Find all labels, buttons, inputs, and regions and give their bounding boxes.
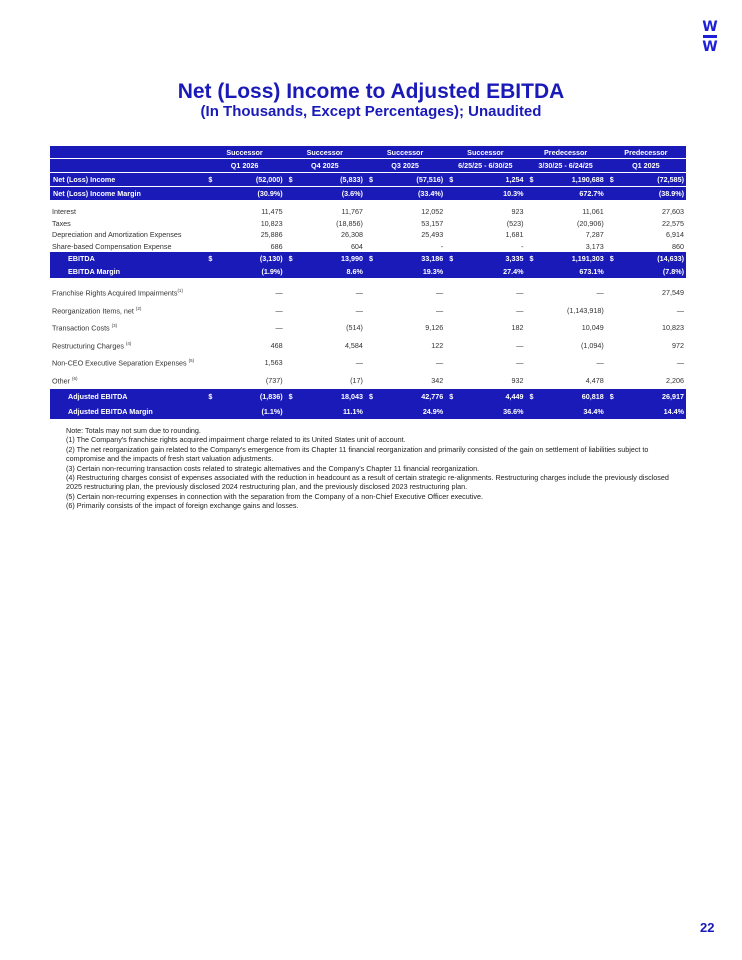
table-cell: 10,049	[581, 323, 604, 333]
table-cell: 1,191,303	[536, 252, 606, 265]
table-cell: 10,823	[260, 218, 283, 228]
table-cell: —	[436, 288, 444, 298]
period-label-header: Q4 2025	[285, 159, 365, 173]
taxes-row	[50, 218, 686, 230]
table-cell: 22,575	[662, 218, 684, 228]
table-cell: (72,585)	[616, 173, 686, 187]
footnote-ref: (6)	[71, 375, 78, 381]
table-cell: (1,094)	[580, 340, 604, 350]
table-cell: 7,287	[585, 230, 604, 240]
table-cell: 26,917	[616, 389, 686, 404]
table-cell: 122	[431, 340, 444, 350]
currency-symbol: $	[445, 252, 455, 265]
footnote: (2) The net reorganization gain related to the Company's emergence from its Chapter 11 financial reorganization and primarily consisted of the gain on settlement of liabilities subject to compromise and the impacts of fresh start valuation adjustments.	[66, 444, 649, 464]
table-cell: 19.3%	[375, 265, 445, 278]
table-cell: 604	[350, 241, 363, 251]
table-cell: 8.6%	[295, 265, 365, 278]
net-income-margin-row	[50, 187, 686, 201]
table-cell: 26,308	[340, 230, 363, 240]
period-label-header: 3/30/25 - 6/24/25	[525, 159, 605, 173]
table-cell: 672.7%	[536, 187, 606, 201]
table-cell: 932	[511, 375, 524, 385]
currency-symbol: $	[285, 173, 295, 187]
table-cell: (1,836)	[215, 389, 285, 404]
table-cell: —	[596, 288, 604, 298]
table-cell: (33.4%)	[375, 187, 445, 201]
header-blank	[50, 159, 204, 173]
table-cell: 11,475	[261, 207, 283, 217]
footnote-ref: (1)	[177, 288, 183, 294]
row-label: Net (Loss) Income Margin	[50, 187, 204, 201]
currency-symbol: $	[204, 252, 214, 265]
table-cell: (737)	[265, 375, 283, 385]
period-label-header: Q3 2025	[365, 159, 445, 173]
table-cell: 182	[511, 323, 524, 333]
table-cell: 3,173	[585, 241, 604, 251]
table-cell: 25,493	[421, 230, 444, 240]
table-cell: (3,130)	[215, 252, 285, 265]
currency-symbol: $	[204, 173, 214, 187]
table-cell: 2,206	[666, 375, 684, 385]
table-cell: 11,767	[341, 207, 363, 217]
da-row	[50, 229, 686, 241]
table-cell: 11.1%	[295, 404, 365, 419]
table-cell: —	[676, 358, 684, 368]
table-cell: —	[436, 358, 444, 368]
table-cell: —	[516, 340, 524, 350]
table-cell: (18,856)	[336, 218, 363, 228]
row-label: Restructuring Charges $^{(4)}$	[52, 340, 132, 350]
currency-symbol: $	[285, 252, 295, 265]
period-label-header: 6/25/25 - 6/30/25	[445, 159, 525, 173]
table-cell: 60,818	[536, 389, 606, 404]
currency-symbol: $	[525, 252, 535, 265]
table-cell: 468	[270, 340, 283, 350]
table-cell: 342	[431, 375, 444, 385]
page-title: Net (Loss) Income to Adjusted EBITDA	[177, 80, 565, 103]
table-cell: —	[436, 305, 444, 315]
table-cell: (7.8%)	[616, 265, 686, 278]
table-cell: 27,549	[662, 288, 684, 298]
row-label: Transaction Costs $^{(3)}$	[52, 323, 118, 333]
table-cell: —	[355, 305, 363, 315]
row-label: Franchise Rights Acquired Impairments$^{(1)}$	[52, 288, 183, 298]
header-blank	[50, 146, 204, 159]
table-cell: 4,449	[455, 389, 525, 404]
footnotes	[66, 426, 686, 511]
currency-symbol: $	[445, 389, 455, 404]
currency-symbol: $	[445, 173, 455, 187]
non-ceo-separation-row	[50, 354, 686, 372]
footnote: (1) The Company's franchise rights acquired impairment charge related to its United States unit of account.	[66, 435, 406, 445]
table-cell: (38.9%)	[616, 187, 686, 201]
ebitda-reconciliation-table	[50, 146, 686, 419]
table-cell: 1,190,688	[536, 173, 606, 187]
currency-symbol: $	[525, 173, 535, 187]
table-cell: 9,126	[425, 323, 444, 333]
table-cell: 11,061	[582, 207, 604, 217]
currency-symbol: $	[204, 389, 214, 404]
currency-symbol: $	[365, 252, 375, 265]
table-cell: 53,157	[421, 218, 444, 228]
table-cell: 14.4%	[616, 404, 686, 419]
ebitda-row	[50, 252, 686, 265]
period-status-header-row	[50, 146, 686, 159]
row-label: EBITDA	[50, 252, 204, 265]
table-cell: —	[275, 323, 283, 333]
footnote: Note: Totals may not sum due to rounding.	[66, 426, 201, 435]
table-cell: 24.9%	[375, 404, 445, 419]
table-cell: 686	[270, 241, 283, 251]
table-cell: 34.4%	[536, 404, 606, 419]
row-label: Adjusted EBITDA	[50, 389, 204, 404]
row-label: Adjusted EBITDA Margin	[50, 404, 204, 419]
currency-symbol: $	[525, 389, 535, 404]
table-cell: 42,776	[375, 389, 445, 404]
currency-symbol: $	[285, 389, 295, 404]
table-cell: (1.1%)	[215, 404, 285, 419]
currency-symbol: $	[365, 389, 375, 404]
transaction-costs-row	[50, 319, 686, 337]
table-cell: —	[355, 358, 363, 368]
table-cell: -	[440, 241, 444, 251]
table-cell: 972	[672, 340, 684, 350]
table-cell: 1,254	[455, 173, 525, 187]
table-cell: 4,584	[344, 340, 363, 350]
table-cell: 3,335	[455, 252, 525, 265]
footnote-ref: (2)	[135, 305, 142, 311]
footnote-ref: (4)	[125, 340, 132, 346]
table-cell: 1,681	[505, 230, 524, 240]
reorganization-row	[50, 302, 686, 320]
row-label: EBITDA Margin	[50, 265, 204, 278]
table-cell: —	[516, 305, 524, 315]
row-label: Other $^{(6)}$	[52, 375, 78, 385]
table-cell: (5,833)	[295, 173, 365, 187]
table-cell: 12,052	[421, 207, 444, 217]
table-cell: (1,143,918)	[566, 305, 604, 315]
adjusted-ebitda-row	[50, 389, 686, 404]
table-cell: (1.9%)	[215, 265, 285, 278]
period-status-header: Predecessor	[525, 146, 605, 159]
table-cell: (514)	[346, 323, 363, 333]
footnote-ref: (5)	[188, 358, 195, 364]
adjusted-ebitda-margin-row	[50, 404, 686, 419]
table-cell: 10,823	[662, 323, 684, 333]
table-cell: 33,186	[375, 252, 445, 265]
footnote: (3) Certain non-recurring transaction costs related to strategic alternatives and the Company's Chapter 11 financial reorganization.	[66, 463, 480, 473]
currency-symbol: $	[606, 389, 616, 404]
table-cell: —	[516, 288, 524, 298]
row-label: Depreciation and Amortization Expenses	[52, 230, 182, 240]
table-cell: 6,914	[666, 230, 684, 240]
table-cell: 27,603	[662, 207, 684, 217]
table-cell: 4,478	[585, 375, 604, 385]
restructuring-row	[50, 337, 686, 355]
row-label: Net (Loss) Income	[50, 173, 204, 187]
period-status-header: Successor	[445, 146, 525, 159]
period-status-header: Successor	[285, 146, 365, 159]
table-cell: 25,886	[260, 230, 283, 240]
period-label-header: Q1 2026	[204, 159, 284, 173]
period-label-header-row	[50, 159, 686, 173]
currency-symbol: $	[365, 173, 375, 187]
row-label: Reorganization Items, net $^{(2)}$	[52, 305, 142, 315]
footnote: (4) Restructuring charges consist of expenses associated with the reduction in headcount as a result of certain strategic re-alignments. Restructuring charges include the previously disclosed 2025 restructuring plan, the previously disclosed 2024 restructuring plan, and the previously disclosed 2023 restructuring plan.	[66, 473, 669, 492]
period-status-header: Successor	[204, 146, 284, 159]
table-cell: 18,043	[295, 389, 365, 404]
table-cell: 10.3%	[455, 187, 525, 201]
franchise-impairment-row	[50, 284, 686, 302]
ebitda-margin-row	[50, 265, 686, 278]
table-cell: —	[596, 358, 604, 368]
row-label: Share-based Compensation Expense	[52, 241, 172, 251]
table-cell: (20,906)	[576, 218, 604, 228]
table-cell: (52,000)	[215, 173, 285, 187]
table-cell: (17)	[350, 375, 363, 385]
table-cell: 673.1%	[536, 265, 606, 278]
period-status-header: Successor	[365, 146, 445, 159]
table-cell: —	[516, 358, 524, 368]
table-cell: 923	[511, 207, 524, 217]
logo-letter-top: W	[702, 19, 718, 35]
table-cell: 13,990	[295, 252, 365, 265]
page-subtitle: (In Thousands, Except Percentages); Unaudited	[200, 103, 542, 120]
table-cell: (30.9%)	[215, 187, 285, 201]
row-label: Interest	[52, 207, 76, 217]
table-cell: (57,516)	[375, 173, 445, 187]
table-cell: (523)	[506, 218, 524, 228]
net-income-row	[50, 173, 686, 187]
currency-symbol: $	[606, 173, 616, 187]
page-number: 22	[700, 920, 715, 935]
table-cell: 1,563	[264, 358, 283, 368]
row-label: Taxes	[52, 218, 71, 228]
table-cell: —	[355, 288, 363, 298]
other-row	[50, 372, 686, 390]
logo-letter-bottom: W	[702, 39, 718, 55]
interest-row	[50, 206, 686, 218]
table-cell: —	[275, 288, 283, 298]
company-logo	[702, 20, 718, 54]
table-cell: 27.4%	[455, 265, 525, 278]
period-status-header: Predecessor	[606, 146, 686, 159]
table-cell: —	[676, 305, 684, 315]
table-cell: (3.6%)	[295, 187, 365, 201]
table-cell: -	[521, 241, 524, 251]
footnote: (6) Primarily consists of the impact of foreign exchange gains and losses.	[66, 501, 299, 511]
period-label-header: Q1 2025	[606, 159, 686, 173]
table-cell: 36.6%	[455, 404, 525, 419]
table-cell: 860	[672, 241, 684, 251]
currency-symbol: $	[606, 252, 616, 265]
footnote-ref: (3)	[111, 323, 118, 329]
table-cell: —	[275, 305, 283, 315]
table-cell: (14,633)	[616, 252, 686, 265]
logo-divider	[703, 35, 717, 38]
row-label: Non-CEO Executive Separation Expenses $^{(5)}$	[52, 358, 195, 368]
sbc-row	[50, 241, 686, 253]
footnote: (5) Certain non-recurring expenses in connection with the separation from the Company of a non-Chief Executive Officer executive.	[66, 491, 483, 501]
